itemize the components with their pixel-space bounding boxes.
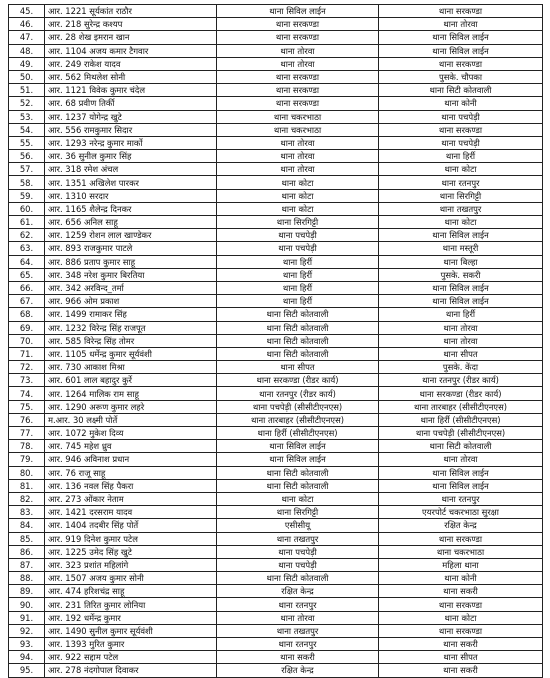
employee-name-cell: आर. 919 दिनेश कुमार पटेल [45, 532, 217, 545]
serial-number-cell: 73. [9, 374, 45, 387]
current-posting-cell: थाना तोरवा [217, 163, 379, 176]
current-posting-cell: थाना पचपेड़ी (सीसीटीएनएस) [217, 400, 379, 413]
employee-name-cell: आर. 966 ओम प्रकाश [45, 295, 217, 308]
table-row [9, 361, 543, 374]
new-posting-cell: थाना सिविल लाईन [379, 295, 543, 308]
current-posting-cell: थाना हिर्री [217, 281, 379, 294]
serial-number-cell: 69. [9, 321, 45, 334]
serial-number-cell: 48. [9, 44, 45, 57]
serial-number-cell: 85. [9, 532, 45, 545]
transfer-list-page [8, 4, 542, 676]
current-posting-cell: थाना सिटी कोतवाली [217, 334, 379, 347]
new-posting-cell: थाना रतनपुर [379, 176, 543, 189]
current-posting-cell: थाना सिविल लाईन [217, 5, 379, 18]
current-posting-cell: थाना सरकण्डा [217, 70, 379, 83]
employee-name-cell: आर. 68 प्रवीण तिर्की [45, 97, 217, 110]
employee-name-cell: आर. 886 प्रताप कुमार साहू [45, 255, 217, 268]
serial-number-cell: 65. [9, 268, 45, 281]
table-row [9, 308, 543, 321]
serial-number-cell: 83. [9, 506, 45, 519]
serial-number-cell: 79. [9, 453, 45, 466]
table-row [9, 5, 543, 18]
serial-number-cell: 75. [9, 400, 45, 413]
employee-name-cell: आर. 192 धर्मेन्द्र कुमार [45, 611, 217, 624]
table-row [9, 176, 543, 189]
table-row [9, 163, 543, 176]
employee-name-cell: आर. 1490 सुनील कुमार सूर्यवंशी [45, 624, 217, 637]
table-row [9, 585, 543, 598]
serial-number-cell: 54. [9, 123, 45, 136]
serial-number-cell: 56. [9, 150, 45, 163]
serial-number-cell: 88. [9, 572, 45, 585]
new-posting-cell: थाना सिविल लाईन [379, 44, 543, 57]
table-row [9, 479, 543, 492]
employee-name-cell: आर. 1165 शैलेन्द्र दिनकर [45, 202, 217, 215]
serial-number-cell: 77. [9, 427, 45, 440]
current-posting-cell: थाना तोरवा [217, 150, 379, 163]
table-row [9, 295, 543, 308]
current-posting-cell: थाना सिटी कोतवाली [217, 572, 379, 585]
serial-number-cell: 64. [9, 255, 45, 268]
employee-name-cell: आर. 556 रामकुमार सिदार [45, 123, 217, 136]
employee-name-cell: आर. 893 राजकुमार पाटले [45, 242, 217, 255]
table-row [9, 400, 543, 413]
table-row [9, 651, 543, 664]
employee-name-cell: आर. 1393 मुरित कुमार [45, 638, 217, 651]
new-posting-cell: थाना चकरभाठा [379, 545, 543, 558]
table-row [9, 31, 543, 44]
new-posting-cell: थाना सिविल लाईन [379, 31, 543, 44]
current-posting-cell: एसीसीयू [217, 519, 379, 532]
table-row [9, 57, 543, 70]
new-posting-cell: थाना सिरगिट्टी [379, 189, 543, 202]
new-posting-cell: थाना सिटी कोतवाली [379, 84, 543, 97]
table-row [9, 189, 543, 202]
serial-number-cell: 87. [9, 558, 45, 571]
employee-name-cell: आर. 1225 उमेद सिंह खुटे [45, 545, 217, 558]
new-posting-cell: पुसके. सकरी [379, 268, 543, 281]
employee-name-cell: आर. 323 प्रशांत महिलांगे [45, 558, 217, 571]
serial-number-cell: 72. [9, 361, 45, 374]
current-posting-cell: थाना तोरवा [217, 611, 379, 624]
new-posting-cell: पुसके. केंदा [379, 361, 543, 374]
serial-number-cell: 67. [9, 295, 45, 308]
new-posting-cell: थाना तोरवा [379, 321, 543, 334]
current-posting-cell: थाना तखतपुर [217, 624, 379, 637]
current-posting-cell: थाना पचपेड़ी [217, 242, 379, 255]
serial-number-cell: 71. [9, 347, 45, 360]
table-row [9, 150, 543, 163]
new-posting-cell: थाना सिविल लाईन [379, 229, 543, 242]
serial-number-cell: 60. [9, 202, 45, 215]
employee-name-cell: आर. 922 सद्दाम पटेल [45, 651, 217, 664]
table-row [9, 492, 543, 505]
new-posting-cell: थाना कोटा [379, 611, 543, 624]
current-posting-cell: रक्षित केन्द्र [217, 585, 379, 598]
new-posting-cell: थाना तोरवा [379, 18, 543, 31]
current-posting-cell: थाना कोटा [217, 492, 379, 505]
employee-name-cell: आर. 218 सुरेन्द्र कश्यप [45, 18, 217, 31]
current-posting-cell: थाना तोरवा [217, 136, 379, 149]
current-posting-cell: थाना सिटी कोतवाली [217, 466, 379, 479]
serial-number-cell: 55. [9, 136, 45, 149]
table-row [9, 84, 543, 97]
serial-number-cell: 78. [9, 440, 45, 453]
new-posting-cell: थाना बिल्हा [379, 255, 543, 268]
table-row [9, 572, 543, 585]
current-posting-cell: थाना कोटा [217, 202, 379, 215]
table-row [9, 44, 543, 57]
table-row [9, 97, 543, 110]
employee-name-cell: आर. 946 अविनाश प्रधान [45, 453, 217, 466]
current-posting-cell: थाना सरकण्डा (रीडर कार्य) [217, 374, 379, 387]
employee-name-cell: आर. 1104 अजय कमार टैगवार [45, 44, 217, 57]
table-row [9, 347, 543, 360]
serial-number-cell: 52. [9, 97, 45, 110]
table-row [9, 624, 543, 637]
current-posting-cell: थाना तखतपुर [217, 532, 379, 545]
employee-name-cell: आर. 585 विरेन्द्र सिंह तोमर [45, 334, 217, 347]
table-row [9, 413, 543, 426]
table-row [9, 387, 543, 400]
employee-name-cell: आर. 1105 धर्मेन्द्र कुमार सूर्यवंशी [45, 347, 217, 360]
serial-number-cell: 50. [9, 70, 45, 83]
employee-name-cell: आर. 318 रमेश अंचल [45, 163, 217, 176]
serial-number-cell: 46. [9, 18, 45, 31]
current-posting-cell: थाना पचपेड़ी [217, 229, 379, 242]
serial-number-cell: 58. [9, 176, 45, 189]
new-posting-cell: थाना पचपेड़ी (सीसीटीएनएस) [379, 427, 543, 440]
employee-name-cell: आर. 1237 योगेन्द्र खुटे [45, 110, 217, 123]
new-posting-cell: एयरपोर्ट चकरभाठा सुरक्षा [379, 506, 543, 519]
table-row [9, 136, 543, 149]
new-posting-cell: थाना हिर्री (सीसीटीएनएस) [379, 413, 543, 426]
current-posting-cell: थाना सकरी [217, 651, 379, 664]
serial-number-cell: 82. [9, 492, 45, 505]
employee-name-cell: आर. 1421 दरसराम यादव [45, 506, 217, 519]
current-posting-cell: थाना हिर्री [217, 295, 379, 308]
serial-number-cell: 45. [9, 5, 45, 18]
employee-name-cell: आर. 278 नंदगोपाल दिवाकर [45, 664, 217, 677]
employee-name-cell: आर. 730 आकाश मिश्रा [45, 361, 217, 374]
new-posting-cell: थाना तोरवा [379, 453, 543, 466]
serial-number-cell: 86. [9, 545, 45, 558]
new-posting-cell: थाना मस्तूरी [379, 242, 543, 255]
current-posting-cell: थाना सिटी कोतवाली [217, 308, 379, 321]
transfer-table [8, 4, 543, 678]
table-row [9, 123, 543, 136]
new-posting-cell: थाना सिटी कोतवाली [379, 440, 543, 453]
employee-name-cell: आर. 1221 सूर्यकांत राठौर [45, 5, 217, 18]
table-row [9, 70, 543, 83]
new-posting-cell: थाना सकरी [379, 638, 543, 651]
table-row [9, 427, 543, 440]
serial-number-cell: 49. [9, 57, 45, 70]
table-row [9, 532, 543, 545]
serial-number-cell: 53. [9, 110, 45, 123]
employee-name-cell: आर. 273 ओंकार नेताम [45, 492, 217, 505]
current-posting-cell: थाना हिर्री (सीसीटीएनएस) [217, 427, 379, 440]
employee-name-cell: आर. 1264 मालिक राम साहू [45, 387, 217, 400]
current-posting-cell: थाना रतनपुर (रीडर कार्य) [217, 387, 379, 400]
serial-number-cell: 59. [9, 189, 45, 202]
new-posting-cell: थाना सिविल लाईन [379, 281, 543, 294]
current-posting-cell: थाना रतनपुर [217, 598, 379, 611]
table-row [9, 255, 543, 268]
employee-name-cell: आर. 1351 अखिलेश पारकर [45, 176, 217, 189]
serial-number-cell: 81. [9, 479, 45, 492]
current-posting-cell: थाना सिविल लाईन [217, 440, 379, 453]
table-row [9, 321, 543, 334]
employee-name-cell: आर. 1404 तदबीर सिंह पोर्ते [45, 519, 217, 532]
serial-number-cell: 63. [9, 242, 45, 255]
transfer-table-body [9, 5, 543, 678]
new-posting-cell: रक्षित केन्द्र [379, 519, 543, 532]
new-posting-cell: थाना तारबाहर (सीसीटीएनएस) [379, 400, 543, 413]
table-row [9, 466, 543, 479]
new-posting-cell: थाना सरकण्डा [379, 123, 543, 136]
serial-number-cell: 80. [9, 466, 45, 479]
serial-number-cell: 66. [9, 281, 45, 294]
employee-name-cell: आर. 342 अरविन्द_तर्मा [45, 281, 217, 294]
current-posting-cell: थाना सिटी कोतवाली [217, 321, 379, 334]
employee-name-cell: आर. 1290 अरूण कुमार लहरे [45, 400, 217, 413]
employee-name-cell: आर. 28 शेख इमरान खान [45, 31, 217, 44]
table-row [9, 440, 543, 453]
current-posting-cell: रक्षित केन्द्र [217, 664, 379, 677]
current-posting-cell: थाना सरकण्डा [217, 84, 379, 97]
employee-name-cell: आर. 1121 विवेक कुमार चंदेल [45, 84, 217, 97]
new-posting-cell: थाना सकरी [379, 585, 543, 598]
current-posting-cell: थाना सिविल लाईन [217, 453, 379, 466]
serial-number-cell: 51. [9, 84, 45, 97]
table-row [9, 519, 543, 532]
table-row [9, 611, 543, 624]
new-posting-cell: थाना हिर्री [379, 150, 543, 163]
serial-number-cell: 76. [9, 413, 45, 426]
employee-name-cell: आर. 1499 रामाकर सिंह [45, 308, 217, 321]
current-posting-cell: थाना तोरवा [217, 44, 379, 57]
current-posting-cell: थाना पचपेड़ी [217, 545, 379, 558]
new-posting-cell: थाना सरकण्डा [379, 532, 543, 545]
employee-name-cell: आर. 249 राकेश यादव [45, 57, 217, 70]
employee-name-cell: आर. 76 राजू साहू [45, 466, 217, 479]
new-posting-cell: थाना रतनपुर (रीडर कार्य) [379, 374, 543, 387]
table-row [9, 202, 543, 215]
new-posting-cell: थाना पचपेड़ी [379, 136, 543, 149]
serial-number-cell: 61. [9, 216, 45, 229]
serial-number-cell: 89. [9, 585, 45, 598]
new-posting-cell: महिला थाना [379, 558, 543, 571]
new-posting-cell: थाना सीपत [379, 347, 543, 360]
employee-name-cell: आर. 745 महेश ध्रुव [45, 440, 217, 453]
employee-name-cell: आर. 562 मिथलेश सोनी [45, 70, 217, 83]
current-posting-cell: थाना सिटी कोतवाली [217, 347, 379, 360]
employee-name-cell: आर. 1259 रोशन लाल खाण्डेकर [45, 229, 217, 242]
table-row [9, 374, 543, 387]
employee-name-cell: आर. 1293 नरेन्द्र कुमार मार्को [45, 136, 217, 149]
serial-number-cell: 47. [9, 31, 45, 44]
table-row [9, 664, 543, 677]
current-posting-cell: थाना कोटा [217, 176, 379, 189]
employee-name-cell: आर. 474 हरिशचंद्र साहू [45, 585, 217, 598]
new-posting-cell: पुसके. चौपका [379, 70, 543, 83]
table-row [9, 242, 543, 255]
current-posting-cell: थाना सिरगिट्टी [217, 506, 379, 519]
table-row [9, 229, 543, 242]
current-posting-cell: थाना चकरभाठा [217, 123, 379, 136]
current-posting-cell: थाना सरकण्डा [217, 18, 379, 31]
serial-number-cell: 94. [9, 651, 45, 664]
serial-number-cell: 95. [9, 664, 45, 677]
new-posting-cell: थाना पचपेड़ी [379, 110, 543, 123]
current-posting-cell: थाना सरकण्डा [217, 31, 379, 44]
table-row [9, 506, 543, 519]
current-posting-cell: थाना सिटी कोतवाली [217, 479, 379, 492]
table-row [9, 216, 543, 229]
new-posting-cell: थाना सरकण्डा (रीडर कार्य) [379, 387, 543, 400]
employee-name-cell: आर. 1310 सरदार [45, 189, 217, 202]
current-posting-cell: थाना तारबाहर (सीसीटीएनएस) [217, 413, 379, 426]
new-posting-cell: थाना सरकण्डा [379, 624, 543, 637]
current-posting-cell: थाना कोटा [217, 189, 379, 202]
employee-name-cell: आर. 136 नवल सिंह पैकरा [45, 479, 217, 492]
table-row [9, 598, 543, 611]
employee-name-cell: आर. 656 अनिल साहू [45, 216, 217, 229]
current-posting-cell: थाना तोरवा [217, 57, 379, 70]
serial-number-cell: 62. [9, 229, 45, 242]
new-posting-cell: थाना सरकण्डा [379, 5, 543, 18]
serial-number-cell: 68. [9, 308, 45, 321]
employee-name-cell: आर. 1232 विरेन्द्र सिंह राजपूत [45, 321, 217, 334]
serial-number-cell: 57. [9, 163, 45, 176]
new-posting-cell: थाना सरकण्डा [379, 57, 543, 70]
employee-name-cell: आर. 601 लाल बहादुर कुर्रे [45, 374, 217, 387]
current-posting-cell: थाना सिरगिट्टी [217, 216, 379, 229]
table-row [9, 638, 543, 651]
employee-name-cell: आर. 1072 मुकेश दिव्य [45, 427, 217, 440]
serial-number-cell: 91. [9, 611, 45, 624]
new-posting-cell: थाना कोटा [379, 216, 543, 229]
serial-number-cell: 92. [9, 624, 45, 637]
table-row [9, 558, 543, 571]
current-posting-cell: थाना हिर्री [217, 268, 379, 281]
table-row [9, 334, 543, 347]
new-posting-cell: थाना हिर्री [379, 308, 543, 321]
table-row [9, 268, 543, 281]
current-posting-cell: थाना रतनपुर [217, 638, 379, 651]
current-posting-cell: थाना पचपेड़ी [217, 558, 379, 571]
serial-number-cell: 93. [9, 638, 45, 651]
new-posting-cell: थाना तोरवा [379, 334, 543, 347]
new-posting-cell: थाना सरकण्डा [379, 598, 543, 611]
table-row [9, 18, 543, 31]
current-posting-cell: थाना चकरभाठा [217, 110, 379, 123]
table-row [9, 453, 543, 466]
serial-number-cell: 70. [9, 334, 45, 347]
table-row [9, 110, 543, 123]
current-posting-cell: थाना सरकण्डा [217, 97, 379, 110]
new-posting-cell: थाना सिविल लाईन [379, 479, 543, 492]
new-posting-cell: थाना सीपत [379, 651, 543, 664]
new-posting-cell: थाना सकरी [379, 664, 543, 677]
employee-name-cell: आर. 348 नरेश कुमार बिरतिया [45, 268, 217, 281]
table-row [9, 281, 543, 294]
new-posting-cell: थाना सिविल लाईन [379, 466, 543, 479]
serial-number-cell: 84. [9, 519, 45, 532]
serial-number-cell: 74. [9, 387, 45, 400]
current-posting-cell: थाना सीपत [217, 361, 379, 374]
table-row [9, 545, 543, 558]
new-posting-cell: थाना तखतपुर [379, 202, 543, 215]
new-posting-cell: थाना कोटा [379, 163, 543, 176]
new-posting-cell: थाना रतनपुर [379, 492, 543, 505]
employee-name-cell: आर. 1507 अजय कुमार सोनी [45, 572, 217, 585]
employee-name-cell: म.आर. 30 लक्ष्मी पोर्ते [45, 413, 217, 426]
current-posting-cell: थाना हिर्री [217, 255, 379, 268]
employee-name-cell: आर. 36 सुनील कुमार सिंह [45, 150, 217, 163]
new-posting-cell: थाना कोनी [379, 97, 543, 110]
new-posting-cell: थाना कोनी [379, 572, 543, 585]
employee-name-cell: आर. 231 तिरित कुमार लोनिया [45, 598, 217, 611]
serial-number-cell: 90. [9, 598, 45, 611]
